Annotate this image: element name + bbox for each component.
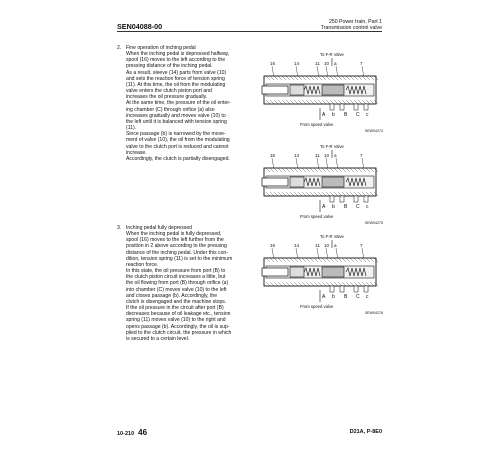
port-label-C: C (356, 112, 360, 118)
port-passage (340, 196, 344, 202)
port-passage (330, 104, 334, 110)
callout-7: 7 (360, 243, 363, 248)
section-text-line: spring (11) moves valve (10) to the right and (126, 317, 226, 324)
port-label-B: B (344, 112, 348, 118)
section-text-line: the clutch piston circuit increases a little, but (126, 274, 226, 281)
section-text-line: ing chamber (C) through orifice (a) also (126, 106, 215, 113)
valve-cross-section-svg (260, 140, 385, 228)
section-text-line: opens passage (b). Accordingly, the oil is sup- (126, 323, 230, 330)
port-label-C: C (356, 204, 360, 210)
callout-16: 16 (270, 153, 276, 158)
callout-14: 14 (294, 153, 300, 158)
section-body (126, 225, 257, 342)
port-label-c: c (366, 294, 369, 300)
callout-10: 10 (324, 153, 330, 158)
callout-10: 10 (324, 61, 330, 66)
section-text-line: (11). (126, 125, 137, 132)
to-fr-valve-label: To F-R Valve (320, 234, 344, 239)
from-speed-valve-label: From speed valve (300, 214, 334, 219)
section-text-line: In this state, the oil pressure from port (B) to (126, 268, 226, 275)
port-label-A: A (322, 294, 326, 300)
valve-diagram-1 (260, 48, 385, 136)
callout-11: 11 (315, 243, 320, 248)
section-pedal-fully-depressed (117, 225, 257, 342)
section-text-line: the left until it is balanced with tension spring (126, 118, 227, 125)
port-label-b: b (332, 112, 335, 118)
section-text-line: Since passage (b) is narrowed by the move- (126, 131, 226, 138)
from-speed-valve-label: From speed valve (300, 304, 334, 309)
port-label-b: b (332, 294, 335, 300)
callout-14: 14 (294, 243, 300, 248)
footer-model: D21A, P-8E0 (349, 429, 382, 435)
callout-a: a (334, 243, 337, 248)
to-fr-valve-label: To F-R Valve (320, 144, 344, 149)
spool (262, 268, 288, 276)
section-text-line: valve to the clutch port is reduced and cannot (126, 143, 229, 150)
section-heading: Inching pedal fully depressed (126, 225, 192, 231)
figure-id: SEW04274 (364, 129, 383, 133)
port-passage (354, 286, 358, 292)
section-number: 3. (117, 225, 122, 231)
callout-14: 14 (294, 61, 300, 66)
callout-a: a (334, 153, 337, 158)
section-text-line: pressing distance of the inching pedal. (126, 63, 213, 70)
sleeve (290, 267, 304, 277)
valve-spool (322, 85, 344, 95)
spool (262, 86, 288, 94)
port-label-B: B (344, 294, 348, 300)
section-text-line: (11). At this time, the oil from the modulating (126, 81, 226, 88)
port-passage (364, 104, 368, 110)
document-code: SEN04088-00 (117, 22, 163, 31)
port-label-c: c (366, 204, 369, 210)
section-text-line: clutch is disengaged and the machine stops. (126, 298, 227, 305)
footer-page-ref (117, 428, 147, 437)
section-heading: Fine operation of inching pedal (126, 45, 196, 51)
valve-cross-section-svg (260, 48, 385, 136)
callout-16: 16 (270, 61, 276, 66)
section-text-line: If the oil pressure in the circuit after port (B) (126, 305, 224, 312)
section-text-line: decreases because of oil leakage etc., tension (126, 311, 231, 318)
section-text-line: and closes passage (b). Accordingly, the (126, 292, 218, 299)
callout-11: 11 (315, 61, 320, 66)
header-rule (117, 31, 382, 32)
port-passage (364, 196, 368, 202)
section-text-line: ment of valve (10), the oil from the modulating (126, 137, 230, 144)
section-text-line: reaction force. (126, 261, 159, 268)
section-text-line: Accordingly, the clutch is partially disengaged. (126, 155, 230, 162)
port-label-b: b (332, 204, 335, 210)
section-number: 2. (117, 45, 122, 51)
port-label-C: C (356, 294, 360, 300)
section-text-line: When the inching pedal is depressed halfway, (126, 51, 230, 58)
sleeve (290, 85, 304, 95)
sleeve (290, 177, 304, 187)
section-text-line: When the inching pedal is fully depressed, (126, 231, 222, 238)
section-text-line: the oil flowing from port (B) through orifice (a) (126, 280, 229, 287)
port-passage (364, 286, 368, 292)
valve-spool (322, 267, 344, 277)
port-passage (330, 196, 334, 202)
section-text-line: and sets the reaction force of tension spring (126, 75, 225, 82)
port-label-B: B (344, 204, 348, 210)
section-text-line: At the same time, the pressure of the oil enter- (126, 100, 231, 107)
footer-page-number: 46 (138, 428, 148, 437)
section-text-line: plied to the clutch circuit, the pressure in which (126, 329, 232, 336)
header-title-line1: 250 Power train, Part 1 (328, 19, 382, 25)
header-title-line2: Transmission control valve (320, 25, 382, 32)
valve-diagram-2 (260, 140, 385, 228)
callout-7: 7 (360, 61, 363, 66)
from-speed-valve-label: From speed valve (300, 122, 334, 127)
section-text-line: increases the oil pressure gradually. (126, 94, 208, 101)
callout-7: 7 (360, 153, 363, 158)
port-passage (340, 104, 344, 110)
section-text-line: valve enters the clutch piston port and (126, 88, 212, 95)
section-text-line: spool (16) moves to the left further from the (126, 237, 224, 244)
section-text-line: distance of the inching pedal. Under this con- (126, 249, 228, 256)
port-label-A: A (322, 204, 326, 210)
figure-id: SEW04276 (364, 311, 383, 315)
footer-section-code: 10-210 (117, 431, 135, 437)
callout-a: a (334, 61, 337, 66)
header-title (321, 19, 382, 32)
section-text-line: increases gradually and moves valve (10) to (126, 112, 226, 119)
section-fine-operation (117, 45, 257, 162)
section-text-line: increase. (126, 149, 147, 156)
section-body (126, 45, 257, 162)
valve-diagram-3 (260, 230, 385, 318)
section-text-line: dition, tension spring (11) is set to the minimum (126, 255, 233, 262)
callout-11: 11 (315, 153, 320, 158)
port-label-A: A (322, 112, 326, 118)
port-passage (330, 286, 334, 292)
to-fr-valve-label: To F-R Valve (320, 52, 344, 57)
valve-spool (322, 177, 344, 187)
section-text-line: into chamber (C) moves valve (10) to the left (126, 286, 227, 293)
port-passage (340, 286, 344, 292)
section-text-line: As a result, sleeve (14) parts from valve (10) (126, 69, 227, 76)
section-text-line: spool (16) moves to the left according to the (126, 57, 226, 64)
port-passage (354, 104, 358, 110)
section-text-line: position in 2 above according to the pressing (126, 243, 227, 250)
port-passage (354, 196, 358, 202)
figure-id: SEW04275 (364, 221, 383, 225)
callout-16: 16 (270, 243, 276, 248)
port-label-c: c (366, 112, 369, 118)
section-text-line: is secured to a certain level. (126, 335, 190, 342)
valve-cross-section-svg (260, 230, 385, 318)
callout-10: 10 (324, 243, 330, 248)
spool (262, 178, 288, 186)
